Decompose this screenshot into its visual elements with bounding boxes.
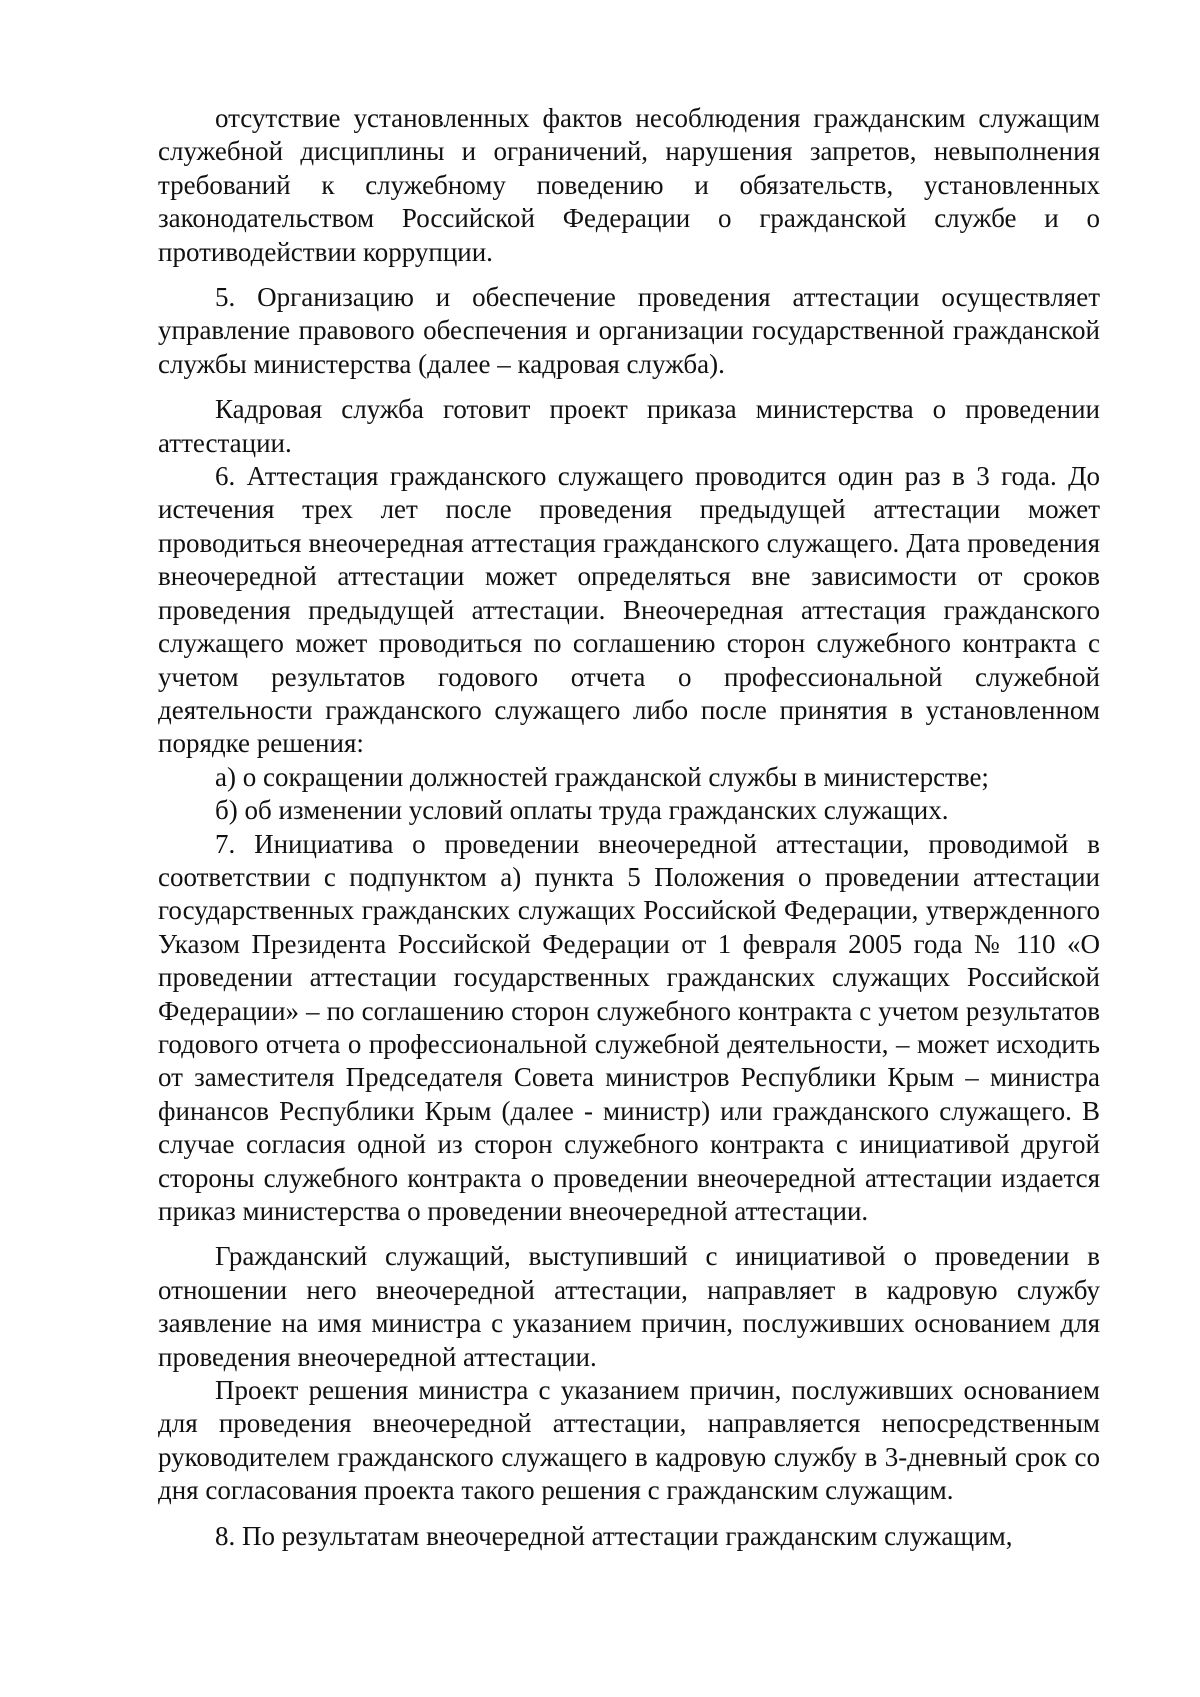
subparagraph-a: а) о сокращении должностей гражданской службы в министерстве; — [215, 761, 989, 792]
paragraph-draft-decision: Проект решения министра с указанием причин, послуживших основанием для проведения внеочередной аттестации, направляется непосредственным руководителем гражданского служащего в кадровую службу в 3-дневный срок со дня согласования проекта такого решения с гражданским служащим. — [158, 1375, 1100, 1506]
paragraph-item-7: 7. Инициатива о проведении внеочередной аттестации, проводимой в соответствии с подпунктом а) пункта 5 Положения о проведении аттестации государственных гражданских служащих Российской Федерации, утвержденного Указом Президента Российской Федерации от 1 февраля 2005 года № 110 «О проведении аттестации государственных гражданских служащих Российской Федерации» – по соглашению сторон служебного контракта с учетом результатов годового отчета о профессиональной служебной деятельности, – может исходить от заместителя Председателя Совета министров Республики Крым – министра финансов Республики Крым (далее - министр) или гражданского служащего. В случае согласия одной из сторон служебного контракта с инициативой другой стороны служебного контракта о проведении внеочередной аттестации издается приказ министерства о проведении внеочередной аттестации. — [158, 828, 1100, 1226]
paragraph-hr-draft-order: Кадровая служба готовит проект приказа министерства о проведении аттестации. — [158, 394, 1100, 458]
paragraph-item-8: 8. По результатам внеочередной аттестации гражданским служащим, — [215, 1520, 1013, 1551]
paragraph-item-6: 6. Аттестация гражданского служащего проводится один раз в 3 года. До истечения трех лет после проведения предыдущей аттестации может проводиться внеочередная аттестация гражданского служащего. Дата проведения внеочередной аттестации может определяться вне зависимости от сроков проведения предыдущей аттестации. Внеочередная аттестация гражданского служащего может проводиться по соглашению сторон служебного контракта с учетом результатов годового отчета о профессиональной служебной деятельности гражданского служащего либо после принятия в установленном порядке решения: — [158, 461, 1100, 759]
paragraph-attestation-criteria-end: отсутствие установленных фактов несоблюдения гражданским служащим служебной дисциплины и ограничений, нарушения запретов, невыполнения требований к служебному поведению и обязательств, установленных законодательством Российской Федерации о гражданской службе и о противодействии коррупции. — [158, 103, 1100, 267]
document-body — [158, 102, 1100, 1553]
subparagraph-b: б) об изменении условий оплаты труда гражданских служащих. — [215, 795, 949, 826]
paragraph-item-5: 5. Организацию и обеспечение проведения аттестации осуществляет управление правового обеспечения и организации государственной гражданской службы министерства (далее – кадровая служба). — [158, 282, 1100, 379]
paragraph-servant-initiative: Гражданский служащий, выступивший с инициативой о проведении в отношении него внеочередной аттестации, направляет в кадровую службу заявление на имя министра с указанием причин, послуживших основанием для проведения внеочередной аттестации. — [158, 1241, 1100, 1372]
